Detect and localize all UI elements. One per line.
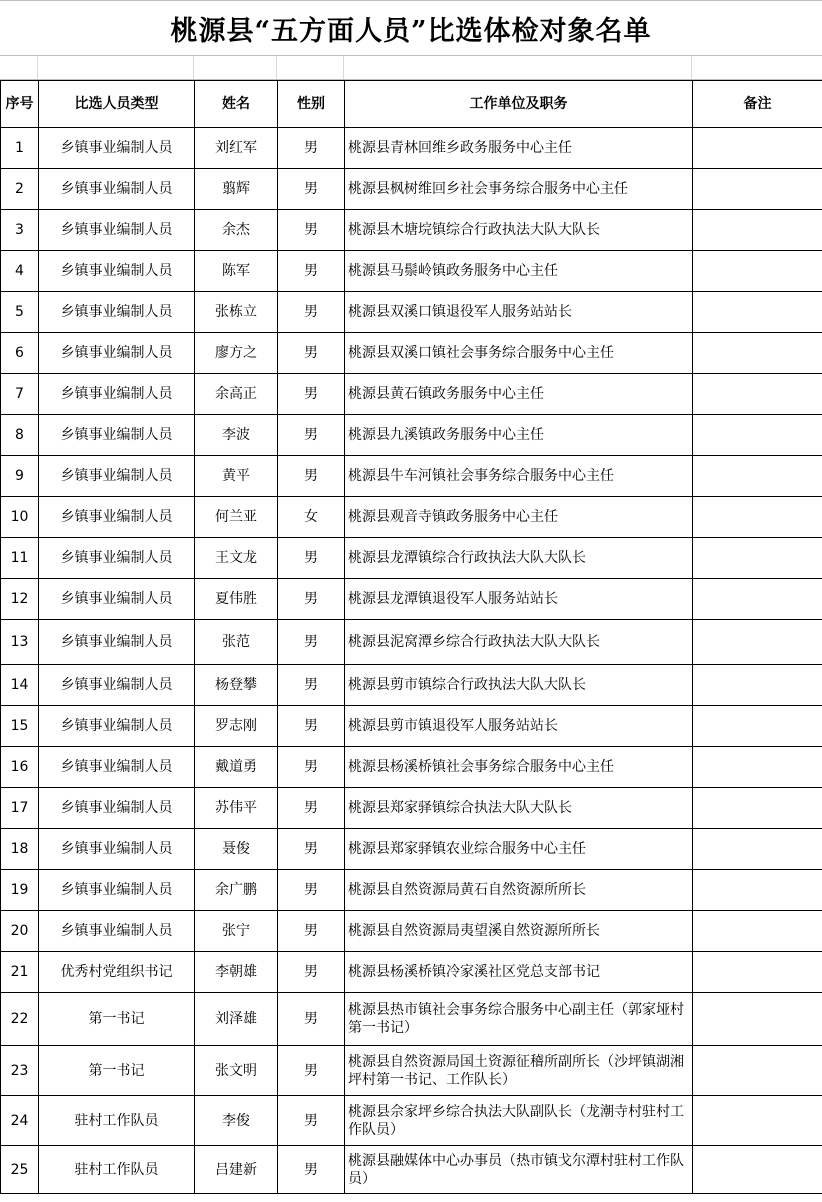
person-name: 杨登攀 (195, 665, 278, 706)
table-row (1, 788, 822, 829)
person-gender: 男 (278, 456, 345, 497)
header-note: 备注 (693, 81, 822, 128)
person-name: 苏伟平 (195, 788, 278, 829)
table-header-row (1, 81, 822, 128)
work-unit: 桃源县自然资源局夷望溪自然资源所所长 (345, 911, 693, 952)
row-number: 16 (1, 747, 39, 788)
row-number: 9 (1, 456, 39, 497)
work-unit: 桃源县观音寺镇政务服务中心主任 (345, 497, 693, 538)
person-gender: 男 (278, 829, 345, 870)
candidate-table (0, 80, 822, 1194)
table-row (1, 128, 822, 169)
person-type: 乡镇事业编制人员 (39, 251, 195, 292)
row-number: 14 (1, 665, 39, 706)
person-type: 第一书记 (39, 993, 195, 1046)
remark (693, 665, 822, 706)
table-row (1, 456, 822, 497)
person-type: 乡镇事业编制人员 (39, 829, 195, 870)
table-row (1, 952, 822, 993)
person-gender: 男 (278, 952, 345, 993)
person-type: 乡镇事业编制人员 (39, 620, 195, 665)
row-number: 11 (1, 538, 39, 579)
work-unit: 桃源县泥窝潭乡综合行政执法大队大队长 (345, 620, 693, 665)
work-unit: 桃源县双溪口镇社会事务综合服务中心主任 (345, 333, 693, 374)
person-name: 余广鹏 (195, 870, 278, 911)
person-type: 优秀村党组织书记 (39, 952, 195, 993)
remark (693, 456, 822, 497)
remark (693, 911, 822, 952)
work-unit: 桃源县自然资源局黄石自然资源所所长 (345, 870, 693, 911)
table-row (1, 1046, 822, 1096)
table-row (1, 210, 822, 251)
person-gender: 男 (278, 665, 345, 706)
table-row (1, 169, 822, 210)
person-gender: 男 (278, 993, 345, 1046)
person-type: 乡镇事业编制人员 (39, 911, 195, 952)
spacer-row (0, 56, 822, 80)
person-name: 廖方之 (195, 333, 278, 374)
table-row (1, 579, 822, 620)
page-title: 桃源县“五方面人员”比选体检对象名单 (0, 0, 822, 56)
header-name: 姓名 (195, 81, 278, 128)
table-row (1, 620, 822, 665)
row-number: 22 (1, 993, 39, 1046)
person-type: 乡镇事业编制人员 (39, 169, 195, 210)
remark (693, 128, 822, 169)
row-number: 21 (1, 952, 39, 993)
work-unit: 桃源县黄石镇政务服务中心主任 (345, 374, 693, 415)
person-name: 李俊 (195, 1096, 278, 1146)
work-unit: 桃源县枫树维回乡社会事务综合服务中心主任 (345, 169, 693, 210)
table-row (1, 497, 822, 538)
person-type: 乡镇事业编制人员 (39, 579, 195, 620)
table-row (1, 251, 822, 292)
person-name: 夏伟胜 (195, 579, 278, 620)
remark (693, 788, 822, 829)
work-unit: 桃源县佘家坪乡综合执法大队副队长（龙潮寺村驻村工作队员） (345, 1096, 693, 1146)
person-type: 乡镇事业编制人员 (39, 870, 195, 911)
person-type: 乡镇事业编制人员 (39, 292, 195, 333)
person-gender: 男 (278, 1096, 345, 1146)
person-type: 第一书记 (39, 1046, 195, 1096)
work-unit: 桃源县龙潭镇综合行政执法大队大队长 (345, 538, 693, 579)
person-name: 刘泽雄 (195, 993, 278, 1046)
table-row (1, 665, 822, 706)
person-name: 戴道勇 (195, 747, 278, 788)
remark (693, 579, 822, 620)
remark (693, 497, 822, 538)
person-type: 乡镇事业编制人员 (39, 128, 195, 169)
row-number: 12 (1, 579, 39, 620)
person-gender: 男 (278, 579, 345, 620)
row-number: 23 (1, 1046, 39, 1096)
person-type: 乡镇事业编制人员 (39, 210, 195, 251)
remark (693, 993, 822, 1046)
table-row (1, 911, 822, 952)
remark (693, 706, 822, 747)
person-type: 乡镇事业编制人员 (39, 538, 195, 579)
person-name: 吕建新 (195, 1146, 278, 1194)
row-number: 5 (1, 292, 39, 333)
row-number: 4 (1, 251, 39, 292)
person-name: 罗志刚 (195, 706, 278, 747)
person-gender: 男 (278, 210, 345, 251)
person-name: 聂俊 (195, 829, 278, 870)
person-name: 余杰 (195, 210, 278, 251)
remark (693, 251, 822, 292)
row-number: 6 (1, 333, 39, 374)
person-gender: 男 (278, 374, 345, 415)
person-name: 王文龙 (195, 538, 278, 579)
person-name: 张宁 (195, 911, 278, 952)
person-type: 乡镇事业编制人员 (39, 665, 195, 706)
person-gender: 男 (278, 706, 345, 747)
person-name: 陈军 (195, 251, 278, 292)
person-type: 乡镇事业编制人员 (39, 788, 195, 829)
row-number: 25 (1, 1146, 39, 1194)
table-row (1, 333, 822, 374)
row-number: 18 (1, 829, 39, 870)
person-gender: 男 (278, 911, 345, 952)
header-type: 比选人员类型 (39, 81, 195, 128)
remark (693, 620, 822, 665)
person-name: 李波 (195, 415, 278, 456)
person-gender: 男 (278, 128, 345, 169)
table-row (1, 374, 822, 415)
person-gender: 男 (278, 251, 345, 292)
remark (693, 952, 822, 993)
remark (693, 1096, 822, 1146)
row-number: 15 (1, 706, 39, 747)
person-type: 乡镇事业编制人员 (39, 333, 195, 374)
remark (693, 1046, 822, 1096)
person-gender: 男 (278, 747, 345, 788)
person-name: 李朝雄 (195, 952, 278, 993)
work-unit: 桃源县龙潭镇退役军人服务站站长 (345, 579, 693, 620)
header-unit: 工作单位及职务 (345, 81, 693, 128)
work-unit: 桃源县剪市镇退役军人服务站站长 (345, 706, 693, 747)
work-unit: 桃源县牛车河镇社会事务综合服务中心主任 (345, 456, 693, 497)
remark (693, 292, 822, 333)
row-number: 19 (1, 870, 39, 911)
row-number: 10 (1, 497, 39, 538)
table-row (1, 415, 822, 456)
row-number: 24 (1, 1096, 39, 1146)
table-row (1, 538, 822, 579)
work-unit: 桃源县融媒体中心办事员（热市镇戈尔潭村驻村工作队员） (345, 1146, 693, 1194)
work-unit: 桃源县杨溪桥镇社会事务综合服务中心主任 (345, 747, 693, 788)
row-number: 13 (1, 620, 39, 665)
person-gender: 男 (278, 1146, 345, 1194)
remark (693, 747, 822, 788)
work-unit: 桃源县九溪镇政务服务中心主任 (345, 415, 693, 456)
person-gender: 男 (278, 292, 345, 333)
table-row (1, 993, 822, 1046)
person-name: 何兰亚 (195, 497, 278, 538)
work-unit: 桃源县自然资源局国土资源征稽所副所长（沙坪镇湖湘坪村第一书记、工作队长） (345, 1046, 693, 1096)
work-unit: 桃源县双溪口镇退役军人服务站站长 (345, 292, 693, 333)
work-unit: 桃源县郑家驿镇综合执法大队大队长 (345, 788, 693, 829)
header-gender: 性别 (278, 81, 345, 128)
person-type: 驻村工作队员 (39, 1096, 195, 1146)
table-row (1, 706, 822, 747)
remark (693, 415, 822, 456)
work-unit: 桃源县木塘垸镇综合行政执法大队大队长 (345, 210, 693, 251)
table-row (1, 747, 822, 788)
remark (693, 870, 822, 911)
person-type: 乡镇事业编制人员 (39, 747, 195, 788)
person-type: 乡镇事业编制人员 (39, 706, 195, 747)
row-number: 7 (1, 374, 39, 415)
row-number: 3 (1, 210, 39, 251)
row-number: 2 (1, 169, 39, 210)
table-row (1, 292, 822, 333)
remark (693, 538, 822, 579)
person-name: 张范 (195, 620, 278, 665)
header-no: 序号 (1, 81, 39, 128)
person-gender: 男 (278, 538, 345, 579)
remark (693, 333, 822, 374)
person-gender: 男 (278, 333, 345, 374)
table-row (1, 870, 822, 911)
remark (693, 374, 822, 415)
person-name: 翦辉 (195, 169, 278, 210)
work-unit: 桃源县剪市镇综合行政执法大队大队长 (345, 665, 693, 706)
row-number: 20 (1, 911, 39, 952)
person-gender: 男 (278, 1046, 345, 1096)
row-number: 1 (1, 128, 39, 169)
table-row (1, 1096, 822, 1146)
person-type: 乡镇事业编制人员 (39, 415, 195, 456)
remark (693, 1146, 822, 1194)
row-number: 8 (1, 415, 39, 456)
remark (693, 210, 822, 251)
person-gender: 男 (278, 169, 345, 210)
work-unit: 桃源县马鬃岭镇政务服务中心主任 (345, 251, 693, 292)
work-unit: 桃源县热市镇社会事务综合服务中心副主任（郭家垭村第一书记） (345, 993, 693, 1046)
remark (693, 829, 822, 870)
person-gender: 男 (278, 620, 345, 665)
row-number: 17 (1, 788, 39, 829)
remark (693, 169, 822, 210)
person-type: 驻村工作队员 (39, 1146, 195, 1194)
person-gender: 男 (278, 788, 345, 829)
person-name: 张文明 (195, 1046, 278, 1096)
work-unit: 桃源县杨溪桥镇冷家溪社区党总支部书记 (345, 952, 693, 993)
person-gender: 女 (278, 497, 345, 538)
person-type: 乡镇事业编制人员 (39, 374, 195, 415)
person-name: 黄平 (195, 456, 278, 497)
person-gender: 男 (278, 415, 345, 456)
person-type: 乡镇事业编制人员 (39, 497, 195, 538)
work-unit: 桃源县郑家驿镇农业综合服务中心主任 (345, 829, 693, 870)
person-name: 张栋立 (195, 292, 278, 333)
person-name: 刘红军 (195, 128, 278, 169)
person-gender: 男 (278, 870, 345, 911)
person-type: 乡镇事业编制人员 (39, 456, 195, 497)
table-row (1, 1146, 822, 1194)
work-unit: 桃源县青林回维乡政务服务中心主任 (345, 128, 693, 169)
person-name: 余高正 (195, 374, 278, 415)
table-row (1, 829, 822, 870)
